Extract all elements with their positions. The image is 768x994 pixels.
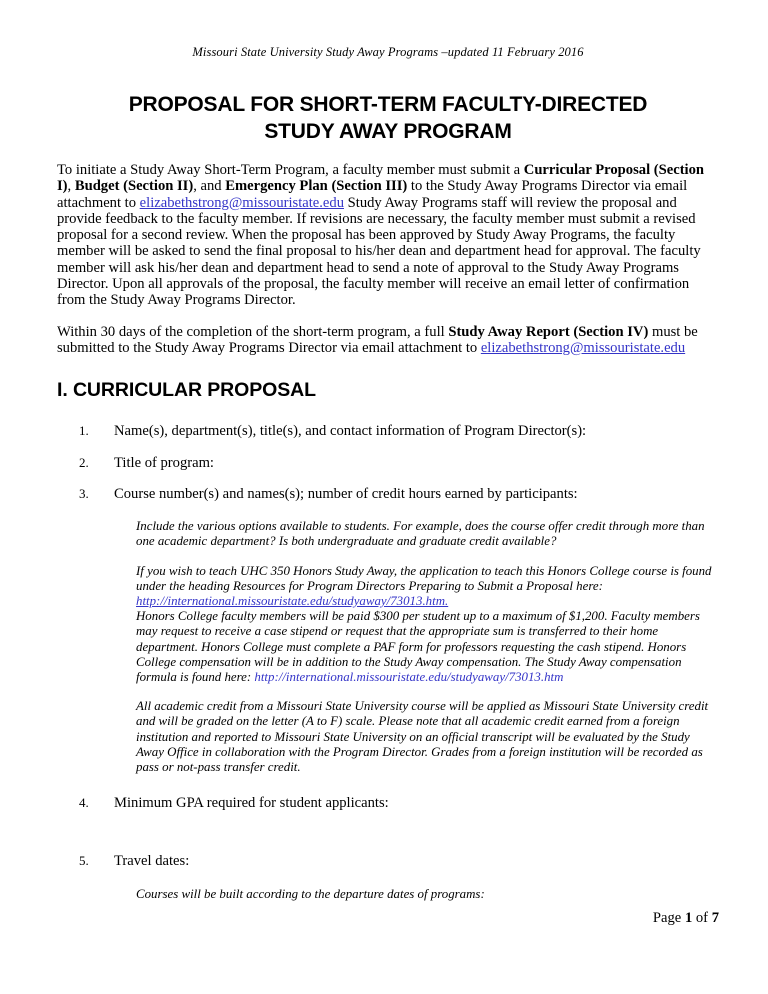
section-heading-curricular-proposal: I. CURRICULAR PROPOSAL — [57, 379, 316, 402]
note-academic-credit: All academic credit from a Missouri State University course will be applied as Missouri State University credit and will be graded on the letter (A to F) scale. Please note that all academic credit earned from a foreign institution and reported to Missouri State University on an official transcript will be evaluated by the Study Away Office in collaboration with the Program Director. Grades from a foreign institution will be recorded as pass or not-pass transfer credit. — [136, 699, 709, 774]
list-item-2 — [57, 455, 719, 471]
url-link-honors-application[interactable]: http://international.missouristate.edu/studyaway/73013.htm. — [136, 593, 449, 608]
intro-paragraph-2 — [57, 324, 719, 357]
url-link-compensation-formula[interactable]: http://international.missouristate.edu/studyaway/73013.htm — [254, 669, 564, 684]
list-item-3-label: Course number(s) and names(s); number of credit hours earned by participants: — [114, 485, 578, 502]
note-travel-dates: Courses will be built according to the departure dates of programs: — [136, 886, 485, 901]
list-item-3 — [57, 486, 719, 502]
footer-page-total: 7 — [711, 910, 719, 926]
email-link-director-2[interactable]: elizabethstrong@missouristate.edu — [480, 339, 686, 356]
footer-page-prefix: Page — [652, 910, 685, 926]
intro-p1-segment-d: , and — [193, 178, 226, 195]
curricular-proposal-list — [57, 423, 719, 902]
intro-paragraph-1 — [57, 162, 719, 309]
page-title-line-2: STUDY AWAY PROGRAM — [264, 120, 512, 143]
page-title-line-1: PROPOSAL FOR SHORT-TERM FACULTY-DIRECTED — [128, 93, 648, 116]
intro-p2-segment-a: Within 30 days of the completion of the short-term program, a full — [57, 323, 449, 340]
document-content — [57, 0, 719, 902]
intro-p1-bold-curricular: Curricular Proposal (Section I) — [57, 162, 705, 195]
list-item-3-number: 3. — [79, 485, 89, 501]
email-link-director-1[interactable]: elizabethstrong@missouristate.edu — [139, 194, 344, 211]
list-item-1 — [57, 423, 719, 439]
list-item-1-number: 1. — [79, 423, 89, 439]
intro-p1-bold-emergency: Emergency Plan (Section III) — [225, 178, 408, 195]
note-uhc-segment-b: Honors College faculty members will be paid $300 per student up to a maximum of $1,200. Faculty members may request to receive a case stipend or request that the appropriate sum is transferred to their home department. Honors College must complete a PAF form for professors requesting the cash stipend. Honors College compensation will be in addition to the Study Away compensation. The Study Away compensation formula is found here: — [136, 609, 700, 684]
note-credit-options: Include the various options available to students. For example, does the course offer credit through more than one academic department? Is both undergraduate and graduate credit available? — [136, 519, 705, 549]
intro-p1-segment-a: To initiate a Study Away Short-Term Program, a faculty member must submit a — [57, 162, 524, 178]
intro-p1-segment-c: , — [67, 178, 75, 195]
list-item-4-number: 4. — [79, 795, 89, 811]
list-item-5-label: Travel dates: — [114, 852, 190, 869]
footer-page-current: 1 — [684, 910, 693, 926]
note-uhc-350 — [57, 564, 719, 686]
note-uhc-segment-a: If you wish to teach UHC 350 Honors Study Away, the application to teach this Honors College course is found under the heading Resources for Program Directors Preparing to Submit a Proposal here: — [136, 563, 712, 593]
page-footer — [57, 909, 719, 927]
intro-p2-segment-c: must be submitted to the Study Away Programs Director via email attachment to — [57, 323, 698, 356]
list-item-5 — [57, 853, 719, 869]
intro-p2-bold-report: Study Away Report (Section IV) — [448, 323, 649, 340]
intro-p1-bold-budget: Budget (Section II) — [74, 178, 194, 195]
running-header: Missouri State University Study Away Programs –updated 11 February 2016 — [192, 45, 584, 59]
list-item-5-number: 5. — [79, 852, 89, 868]
page-title — [57, 91, 719, 145]
list-item-2-label: Title of program: — [114, 454, 214, 471]
list-item-4 — [57, 795, 719, 811]
list-item-4-label: Minimum GPA required for student applicants: — [114, 795, 389, 812]
intro-p1-segment-e: to the Study Away Programs Director via email attachment to — [57, 178, 688, 211]
footer-page-mid: of — [692, 910, 712, 926]
intro-p1-segment-f: Study Away Programs staff will review the proposal and provide feedback to the faculty member. If revisions are necessary, the faculty member must submit a revised proposal for a second review. When the proposal has been approved by Study Away Programs, the faculty member will be asked to send the final proposal to his/her dean and department head for approval. The faculty member will ask his/her dean and department head to send a note of approval to the Study Away Programs Director. Upon all approvals of the proposal, the faculty member will receive an email letter of confirmation from the Study Away Programs Director. — [57, 194, 701, 309]
list-item-1-label: Name(s), department(s), title(s), and contact information of Program Director(s): — [114, 423, 587, 440]
list-item-2-number: 2. — [79, 454, 89, 470]
